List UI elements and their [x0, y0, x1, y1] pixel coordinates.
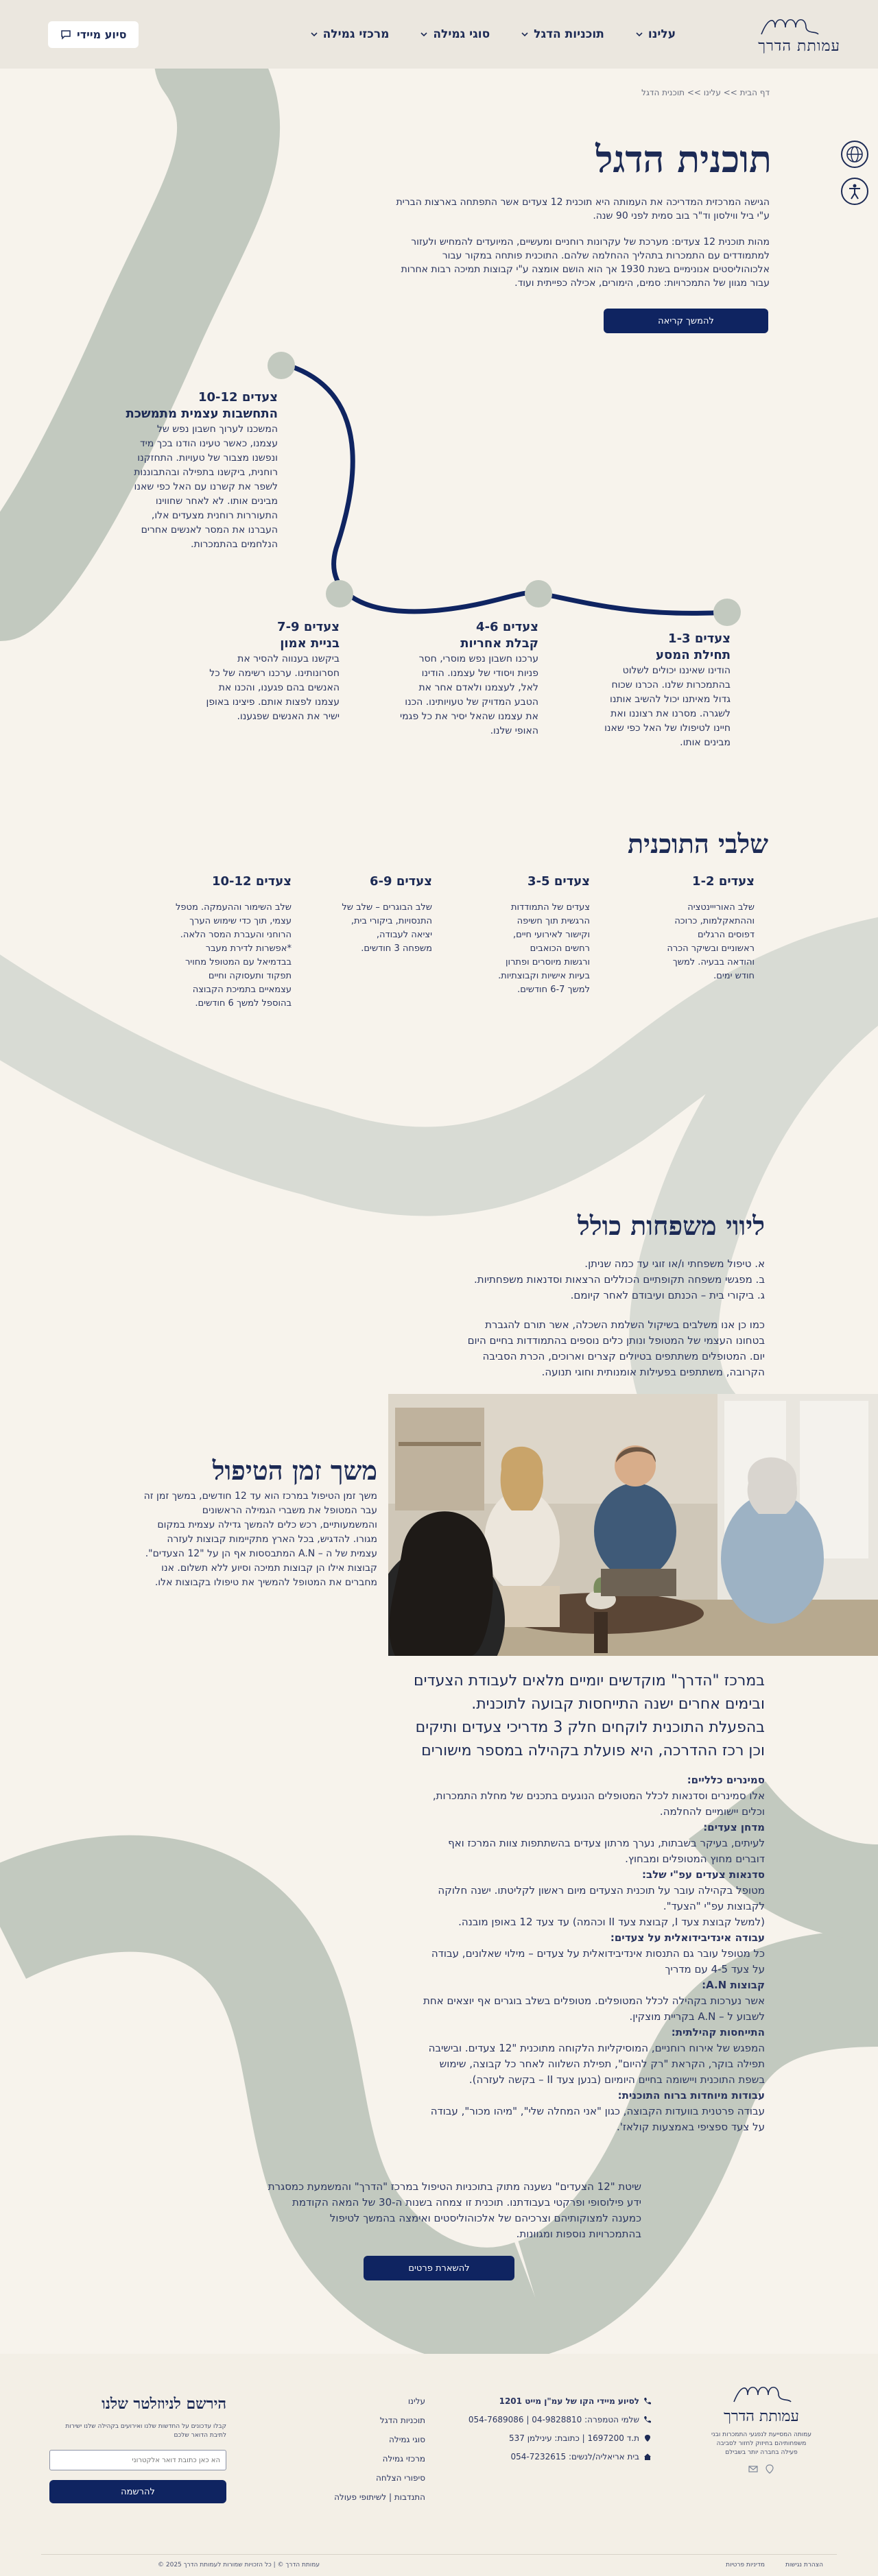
step-title: צעדים 10-12 [198, 390, 278, 405]
footer-link-rehab-types[interactable]: סוגי גמילה [389, 2435, 425, 2444]
nav-item-rehab-types[interactable] [420, 27, 490, 41]
step-text-line: ערכנו חשבון נפש מוסרי, חסר [418, 653, 538, 664]
step-title: צעדים 4-6 [476, 620, 538, 634]
hero-para-line: אלכוהוליסטים אנונימיים בשנת 1930 אך הוא הושם אומצה ע"י קבוצות תמיכה רבות אחרות [401, 264, 770, 275]
phone-icon [643, 2397, 652, 2405]
step-text-line: ביקשנו בענווה להסיר את [237, 653, 340, 664]
step-title: צעדים 7-9 [277, 620, 340, 634]
center-block-heading: עבודה אינדיבידואלית על צעדים: [610, 1931, 765, 1944]
duration-line: עבר המטופל את משברי הגמילה הראשונים [202, 1505, 377, 1516]
footer-desc-line: עמותה המסייעת לנפגעי התמכרות ובני [711, 2431, 811, 2438]
step-4-6 [384, 619, 538, 738]
center-block-line: מטופל בקהילה עובר על תוכנית הצעדים מיום ראשון לקליטתו. ישנה חלוקה [438, 1884, 765, 1897]
step-text-line: מבינים אותו. לא לאחר שחווינו [155, 496, 278, 507]
footer-desc-line: פעילה בחברה יותר בשבילם [725, 2449, 798, 2456]
footer-divider [41, 2554, 837, 2555]
chat-icon [60, 29, 71, 40]
nav-label: סוגי גמילה [433, 27, 490, 41]
center-block-line: על צעד 4-5 עם מדריך [665, 1963, 765, 1975]
phone-icon [643, 2416, 652, 2424]
center-block-line: על צעד ספציפי באמצעות קולאז'. [616, 2121, 765, 2133]
center-block-line: (למשל קבוצת צעד I, קבוצת צעד II וכהמה) עד צעד 12 באופן מובנה. [458, 1916, 765, 1928]
accessibility-icon[interactable] [841, 178, 868, 205]
family-para-line: כמו כן אנו משלבים בשיקול השלמת השכלה, אשר תורם להגברת [485, 1319, 765, 1331]
stage-col-4 [151, 874, 292, 1011]
stage-text-line: הרגשית תוך חשיפה [517, 916, 590, 926]
step-text-line: ישיר את האנשים שפגענו. [237, 711, 340, 722]
step-text-line: עצמנו, כאשר טעינו הודנו בכך מיד [140, 438, 278, 449]
stage-text-line: התנסויות, ביקורי בית, [351, 916, 432, 926]
nav-item-rehab-centers[interactable] [311, 27, 390, 41]
copyright-text: עמותת הדרך © | כל הזכויות שמורות לעמותת הדרך 2025 © [158, 2562, 320, 2568]
language-globe-icon[interactable] [841, 141, 868, 168]
closing-line: ידע פילוסופי ופרקטי בעבודתנו. תוכנית זו צמחה בשנות ה-30 של המאה הקודמת [292, 2196, 641, 2208]
center-block-line: כל מטופל עובר גם התנסות אינדיבידואלית על צעדים – מילוי שאלונים, עבודה [431, 1947, 765, 1960]
stage-text-line: עצמי, תוך כדי שימוש הערך [189, 916, 292, 926]
family-list [381, 1256, 765, 1380]
newsletter-title: הירשם לניוזלטר שלנו [102, 2395, 226, 2413]
step-text-line: לשגרה. מסרנו את רצוננו ואת [610, 708, 731, 719]
center-block-heading: מדחן צעדים: [703, 1821, 765, 1833]
center-block-line: עבודה פרטנית בוועדות הקבוצה, כגון "אני המחלה שלי", "מיהו מכור", עבודה [430, 2105, 765, 2117]
duration-line: מחברים את המטופל להמשיך את טיפולו בקבוצות אלו. [154, 1577, 377, 1588]
newsletter [48, 2395, 226, 2503]
center-block-heading: סמינרים כלליים: [687, 1774, 765, 1786]
duration-line: משך זמן הטיפול במרכז הוא עד 12 חודשים, במשך זמן זה [143, 1491, 377, 1502]
logo-swirl-icon [731, 2381, 792, 2405]
nav-label: תוכניות הדגל [534, 27, 604, 41]
step-node [326, 580, 353, 607]
stage-text-line: והודאה בבעיה. למשך [672, 957, 755, 967]
stage-text-line: יציאה לעבודה, [376, 930, 432, 940]
nav-label: עלינו [648, 27, 676, 41]
step-10-12 [113, 389, 278, 552]
footer-link-volunteer[interactable]: התנדבות | לשיתופי פעולה [334, 2492, 425, 2502]
location-icon [643, 2434, 652, 2442]
center-intro-line: וכן רכז ההדרכה, היא פועלת בקהילה במספר מישורים [421, 1742, 765, 1759]
center-block-line: אשר נערכות בקהילה לכלל המטופלים. מטופלים בשלב בוגרים אף יוצאים אחת [423, 1995, 765, 2007]
step-title: צעדים 1-3 [668, 631, 731, 646]
stage-text-line: בהוספל למשך 6 חודשים. [195, 998, 292, 1009]
stage-title: צעדים 1-2 [692, 874, 755, 889]
breadcrumb-current: תוכנית הדגל [641, 88, 685, 97]
footer-link-flagship[interactable]: תוכניות הדגל [379, 2416, 425, 2425]
step-node [713, 599, 741, 626]
step-text-line: לשפר את קשרנו עם האל כפי שאנו [134, 481, 278, 492]
location-icon[interactable] [765, 2464, 774, 2474]
center-block-heading: סדנאות צעדים עפ"י שלב: [642, 1868, 765, 1881]
center-block-line: לעיתים, בעיקר בשבתות, נערך מרתון צעדים בהשתתפות צוות המרכז ואף [448, 1837, 765, 1849]
contact-text: בית אריאליה/לנשים: 054-7232615 [510, 2452, 639, 2461]
step-subtitle: התחשבות עצמית מתמשכת [126, 407, 278, 421]
contact-text: לסיוע מיידי הקו של עמ"ן מייט 1201 [499, 2396, 639, 2406]
contact-hotline[interactable] [446, 2396, 652, 2406]
step-text-line: בהתמכרות שלנו. הכרנו שכוח [611, 679, 731, 690]
family-para-line: יום. המטופלים משתתפים בטיולים קצרים וארוכים, הכרת הסביבה [482, 1350, 765, 1362]
step-text-line: האנשים בהם פגענו, והכנו את [218, 682, 340, 693]
nav-item-about[interactable] [636, 27, 676, 41]
stage-text-line: *אפשרות לדירת מעבר [205, 943, 292, 954]
hero-para-line: מהות תוכנית 12 צעדים: מערכת של עקרונות רוחניים ומעשיים, המיועדים להמחיש ולעזור [411, 237, 770, 248]
stage-title: צעדים 6-9 [370, 874, 432, 889]
stage-text-line: ורגשות מיוסרים ופתרון [505, 957, 590, 967]
chevron-down-icon [521, 31, 528, 38]
family-title: ליווי משפחות כולל [578, 1210, 765, 1241]
read-more-button[interactable]: להמשך קריאה [604, 309, 768, 333]
breadcrumb [641, 88, 770, 97]
duration-title: משך זמן הטיפול [212, 1455, 377, 1486]
stage-col-3 [309, 874, 432, 956]
step-text-line: האופי שלנו. [490, 725, 538, 736]
contact-text: שלמי הטמפרה: 04-9828810 | 054-7689086 [468, 2415, 639, 2424]
hero-para-line: עבור מגוון של התמכרויות: סמים, הימורים, אכילה כפייתית ועוד. [514, 278, 770, 289]
immediate-support-button[interactable] [48, 21, 139, 48]
center-intro-line: במרכז "הדרך" מוקדשים יומיים מלאים לעבודת הצעדים [414, 1672, 765, 1689]
page-title: תוכנית הדגל [595, 137, 772, 181]
contact-address [446, 2433, 652, 2443]
stage-text-line: למשך 6-7 חודשים. [517, 985, 590, 995]
duration-line: והמשמעותיים, רכש כלים להמשך גדילה עצמית במקום [157, 1519, 377, 1530]
chevron-down-icon [420, 31, 427, 38]
family-para-line: הקרובה, משתתפים בפעילות אומנותית וחוגי תנועה. [541, 1366, 765, 1378]
closing-line: כמענה למצוקותיהם וצרכיהם של אלכוהוליסטים ואימצה בהמשך לטיפול [329, 2212, 641, 2224]
footer-logo-block [700, 2381, 823, 2474]
logo-swirl-icon [758, 14, 820, 37]
stage-text-line: עצמאיים בתמיכת הקבוצה [192, 985, 292, 995]
stage-text-line: דפוסים הרגלים [698, 930, 755, 940]
footer-link-success-stories[interactable]: סיפורי הצלחה [376, 2473, 425, 2483]
step-text-line: העברנו את המסר לאנשים אחרים [141, 525, 278, 535]
center-closing [202, 2179, 641, 2242]
home-icon [643, 2453, 652, 2461]
email-input[interactable] [49, 2450, 226, 2470]
duration-line: קבוצות אילו הן קבוצות תמיכה וסיוע ללא תשלום. אנו [161, 1563, 377, 1574]
step-text-line: את עצמנו שהאל יסיר את כל פגמי [400, 711, 538, 722]
mail-icon[interactable] [748, 2464, 758, 2474]
step-subtitle: קבלת אחריות [460, 636, 538, 651]
stage-text-line: צעדים של התמודדות [510, 902, 590, 913]
closing-line: בהתמכרויות נוספות ומגוונות. [516, 2228, 641, 2240]
contact-women-house[interactable] [446, 2452, 652, 2461]
stage-col-1 [638, 874, 755, 983]
center-block-heading: קבוצות A.N: [702, 1979, 765, 1991]
breadcrumb-separator: >> [723, 88, 737, 97]
footer-desc-line: משפחותיהם בחיזוק לחזור לסביבה [716, 2440, 807, 2447]
footer-logo-text: עמותת הדרך [724, 2408, 799, 2425]
breadcrumb-home[interactable]: דף הבית [739, 88, 770, 97]
duration-line: מגורו. להדגיש, בכל הארץ מתקיימות קבוצות לעזרה [167, 1534, 377, 1545]
center-block-line: וכלים יישומיים להחלמה. [659, 1805, 765, 1818]
stage-title: צעדים 3-5 [527, 874, 590, 889]
newsletter-subtitle: קבלו עדכונים על החדשות שלנו ואירועים בקהילה שלנו ישירות לתיבת הדואר שלכם [65, 2423, 226, 2439]
step-text-line: רוחנית, ביקשנו בתפילה ובהתבוננות [134, 467, 278, 478]
stages-title: שלבי התוכנית [627, 828, 768, 859]
logo[interactable] [758, 14, 840, 55]
footer-link-rehab-centers[interactable]: מרכזי גמילה [382, 2454, 425, 2464]
step-text-line: עצמנו לפצות אותם. פיצינו באופן [206, 697, 340, 708]
center-intro-line: בהפעלת התוכנית לוקחים חלק 3 מדריכי צעדים ותיקים [415, 1719, 765, 1736]
hero-para-line: למתמודדים עם התמכרות בתהליך ההחלמה שלהם. התוכנית פותחה במקור עבור [442, 250, 770, 261]
step-text-line: הנלחמים בהתמכרות. [191, 539, 278, 550]
family-item: א. טיפול משפחתי ו/או זוגי עד כמה שניתן. [584, 1257, 765, 1270]
site-footer [0, 2354, 878, 2576]
nav-label: מרכזי גמילה [322, 27, 390, 41]
center-block-heading: עבודות מיוחדות ברוח התוכנית: [617, 2089, 765, 2102]
stage-text-line: תפקוד ותעסוקה וחיים [208, 971, 292, 981]
family-item: ג. ביקורי בית – הכנתם ועיבודם לאחר קיומם. [570, 1289, 765, 1301]
stage-text-line: שלב השימור וההעמקה. מטפל [176, 902, 292, 913]
side-icons [841, 141, 868, 205]
stage-text-line: משפחה 3 חודשים. [361, 943, 432, 954]
subscribe-button[interactable]: להרשמה [49, 2480, 226, 2503]
footer-contacts [446, 2396, 652, 2470]
step-text-line: חסרונותינו. ערכנו רשימה של כל [209, 668, 340, 679]
center-block-line: תפילה בוקר, הקראת "רק להיום", תפילת השלווה לאחר כל קבוצה, שימוש [439, 2058, 765, 2070]
footer-links [302, 2396, 425, 2512]
leave-details-button[interactable]: להשארת פרטים [364, 2256, 514, 2280]
stage-text-line: רחשים הכואבים [530, 943, 590, 954]
center-block-heading: התייחסות קהילתית: [671, 2026, 765, 2038]
stage-text-line: ראשוניים ובשיקר הכרה [667, 943, 755, 954]
center-block-line: המפגש של אירוח רוחניים, המוסיקליות הלקוחה מתוכנית "12 צעדים. ובישיבה [428, 2042, 765, 2054]
step-7-9 [189, 619, 340, 724]
stage-text-line: בעיות אישיות וקבוצתיות. [498, 971, 590, 981]
contact-text: ת.ד 1697200 | כתובת: עינילמן 537 [508, 2433, 639, 2443]
step-text-line: גדול מאיתנו יכול להשיב אותנו [610, 694, 731, 705]
stage-text-line: בבדמיאל עם המטופל מחויר [185, 957, 292, 967]
step-1-3 [580, 631, 731, 750]
contact-phones[interactable] [446, 2415, 652, 2424]
stage-text-line: וההתאקלמות, כרוכה [674, 916, 755, 926]
hero-intro [296, 195, 770, 290]
therapy-session-photo [388, 1394, 878, 1656]
chevron-down-icon [311, 31, 318, 38]
stage-text-line: וקישור לאירועי חיים, [512, 930, 590, 940]
stage-text-line: שלב האורייינטציה [687, 902, 755, 913]
breadcrumb-about[interactable]: עלינו [703, 88, 721, 97]
duration-line: עצמית של ה – A.N המתבססות אף הן על "12 הצעדים". [145, 1548, 377, 1559]
duration-text [103, 1489, 377, 1590]
step-subtitle: תחילת המסע [655, 648, 731, 662]
footer-social [700, 2464, 823, 2474]
footer-legal-links [726, 2562, 823, 2568]
center-intro-line: ובימים אחרים ישנה התייחסות קבועה לתוכנית. [471, 1696, 765, 1713]
center-block-line: דוברים מחוץ המטופלים ומבחוץ. [625, 1853, 765, 1865]
step-subtitle: בניית אמון [280, 636, 340, 651]
stage-text-line: שלב הבוגרים – שלב של [342, 902, 432, 913]
step-node [525, 580, 552, 607]
main-nav [311, 27, 676, 41]
support-label: סיוע מיידי [77, 27, 127, 41]
center-block-line: בשפת התוכנית ויישומה בחיים היומיום (בנען צעד II – בקשה לעזרה). [468, 2073, 765, 2086]
family-item: ב. מפגשי משפחה תקופתיים הכוללים הרצאות וסדנאות משפחתיות. [473, 1273, 765, 1286]
stage-text-line: חודש ימים. [713, 971, 755, 981]
step-text-line: המשכנו לערוך חשבון נפש של [156, 424, 278, 435]
privacy-policy-link[interactable]: מדיניות פרטיות [726, 2562, 765, 2568]
center-block-line: לקבוצות עפ"י "הצעד". [663, 1900, 765, 1912]
hero-para-line: ע"י ביל ווילסון וד"ר בוב סמית לפני 90 שנה. [593, 210, 770, 221]
chevron-down-icon [636, 31, 643, 38]
accessibility-statement-link[interactable]: הצהרת נגישות [785, 2562, 823, 2568]
step-text-line: מבינים אותו. [680, 737, 731, 748]
stage-text-line: הרוחני והעברת המסר הלאה. [180, 930, 292, 940]
step-text-line: חיינו לטיפולו של האל כפי שאנו [604, 723, 731, 734]
footer-link-about[interactable]: עלינו [407, 2396, 425, 2406]
hero-para-line: הגישה המרכזית המדריכה את העמותה היא תוכנית 12 צעדים אשר התפתחה בארצות הברית [396, 197, 770, 208]
center-intro [285, 1670, 765, 1763]
step-text-line: הטבע המדויק של טעויותינו. הכנו [405, 697, 538, 708]
logo-text: עמותת הדרך [758, 38, 840, 55]
step-text-line: הודינו שאיננו יכולים לשלוט [622, 665, 731, 676]
step-text-line: לאל, לעצמנו ולאדם אחר את [418, 682, 538, 693]
step-text-line: ונפשנו מצבור של טעויות. התחזקנו [137, 453, 278, 464]
stage-col-2 [460, 874, 590, 997]
stage-title: צעדים 10-12 [212, 874, 292, 889]
center-block-line: לשבוע ל – A.N בקריית מוצקין. [629, 2010, 765, 2023]
step-text-line: פניות ויסודי של עצמנו. הודינו [421, 668, 538, 679]
step-text-line: התעוררות רוחנית מצעדים אלו, [151, 510, 278, 521]
step-node [268, 352, 295, 379]
site-header [0, 0, 878, 69]
center-block-line: אלו סמינרים וסדנאות לכלל המטופלים הנוגעים בתכנים של מחלת התמכרות, [432, 1790, 765, 1802]
center-blocks [285, 1772, 765, 2135]
breadcrumb-separator: >> [687, 88, 701, 97]
closing-line: שיטת "12 הצעדים" נשענה מתוק בתוכניות הטיפול במרכז "הדרך" והמשמעת כמסגרת [268, 2180, 641, 2193]
family-para-line: בטחונו העצמי של המטופל ונותן כלים נוספים בהתמודדות בחיים היום [467, 1334, 765, 1347]
nav-item-flagship[interactable] [521, 27, 604, 41]
